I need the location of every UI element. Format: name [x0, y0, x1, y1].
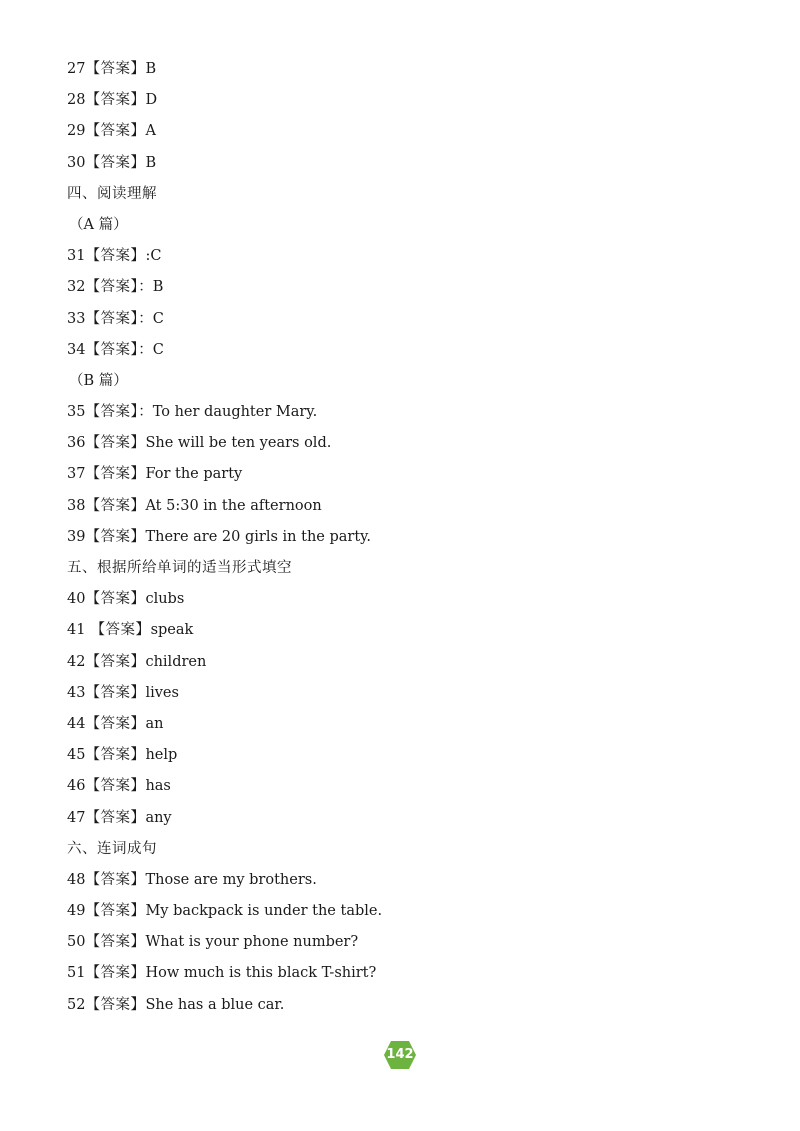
question-number: 45	[67, 747, 86, 764]
answer-text: Those are my brothers.	[145, 871, 317, 888]
answer-text: How much is this black T-shirt?	[145, 965, 377, 982]
answer-text: :C	[145, 248, 162, 265]
answer-line	[67, 743, 747, 774]
question-number: 42	[67, 653, 86, 670]
answer-text: D	[145, 92, 158, 109]
answer-list	[67, 57, 747, 1024]
answer-line	[67, 868, 747, 899]
answer-label: 【答案】	[85, 404, 139, 421]
question-number: 49	[67, 903, 86, 920]
question-number: 30	[67, 154, 86, 171]
answer-line	[67, 930, 747, 961]
question-number: 52	[67, 996, 86, 1013]
answer-text: clubs	[145, 591, 185, 608]
answer-label: 【答案】	[85, 622, 151, 639]
page-number-badge	[383, 1040, 417, 1070]
answer-text: My backpack is under the table.	[145, 903, 383, 920]
answer-text: ：To her daughter Mary.	[138, 404, 318, 421]
answer-line	[67, 618, 747, 649]
answer-label: 【答案】	[85, 61, 146, 77]
question-number: 48	[67, 871, 86, 888]
question-number: 32	[67, 279, 86, 296]
answer-line	[67, 57, 747, 88]
answer-text: ：C	[138, 310, 164, 327]
question-number: 44	[67, 715, 86, 732]
answer-label: 【答案】	[85, 248, 146, 265]
question-number: 46	[67, 778, 86, 795]
answer-line	[67, 151, 747, 182]
answer-text: ：C	[138, 341, 164, 358]
answer-text: ：B	[138, 279, 164, 296]
answer-label: 【答案】	[85, 965, 146, 982]
question-number: 39	[67, 528, 86, 545]
answer-line	[67, 494, 747, 525]
question-number: 43	[67, 684, 86, 701]
answer-line	[67, 307, 747, 338]
question-number: 50	[67, 934, 86, 951]
answer-label: 【答案】	[85, 934, 146, 951]
page-number: 142	[386, 1047, 414, 1062]
answer-label: 【答案】	[85, 279, 139, 296]
question-number: 31	[67, 248, 86, 265]
answer-label: 【答案】	[85, 684, 146, 701]
answer-label: 【答案】	[85, 591, 146, 608]
answer-text: What is your phone number?	[145, 934, 359, 951]
answer-text: children	[145, 653, 207, 670]
question-number: 29	[67, 123, 86, 140]
answer-label: 【答案】	[85, 497, 146, 514]
answer-line	[67, 244, 747, 275]
answer-text: has	[145, 778, 171, 795]
answer-label: 【答案】	[85, 435, 146, 452]
subsection-label: （B 篇）	[69, 372, 128, 389]
answer-line	[67, 681, 747, 712]
question-number: 28	[67, 92, 86, 109]
answer-line	[67, 338, 747, 369]
question-number: 47	[67, 809, 86, 826]
answer-text: lives	[145, 684, 179, 701]
answer-label: 【答案】	[85, 528, 146, 545]
section-heading: 五、根据所给单词的适当形式填空	[67, 560, 292, 576]
answer-text: B	[145, 61, 157, 77]
answer-line	[67, 88, 747, 119]
answer-text: any	[145, 809, 172, 826]
answer-text: At 5:30 in the afternoon	[145, 497, 322, 514]
answer-label: 【答案】	[85, 903, 146, 920]
answer-line	[67, 712, 747, 743]
answer-label: 【答案】	[85, 747, 146, 764]
answer-line	[67, 899, 747, 930]
answer-label: 【答案】	[85, 310, 139, 327]
answer-line	[67, 774, 747, 805]
answer-line	[67, 806, 747, 837]
question-number: 41	[67, 622, 86, 639]
question-number: 27	[67, 61, 86, 77]
answer-label: 【答案】	[85, 996, 146, 1013]
answer-label: 【答案】	[85, 92, 146, 109]
answer-line	[67, 119, 747, 150]
answer-text: an	[145, 715, 164, 732]
answer-line	[67, 961, 747, 992]
answer-text: A	[145, 123, 156, 140]
answer-line	[67, 275, 747, 306]
subsection-label: （A 篇）	[69, 216, 128, 233]
answer-text: She will be ten years old.	[145, 435, 332, 452]
answer-label: 【答案】	[85, 653, 146, 670]
answer-label: 【答案】	[85, 154, 146, 171]
answer-label: 【答案】	[85, 778, 146, 795]
answer-label: 【答案】	[85, 341, 139, 358]
answer-label: 【答案】	[85, 871, 146, 888]
answer-line	[67, 431, 747, 462]
question-number: 35	[67, 404, 86, 421]
answer-line	[67, 587, 747, 618]
answer-label: 【答案】	[85, 715, 146, 732]
answer-text: B	[145, 154, 157, 171]
question-number: 37	[67, 466, 86, 483]
answer-text: For the party	[145, 466, 243, 483]
answer-text: She has a blue car.	[145, 996, 285, 1013]
answer-label: 【答案】	[85, 466, 146, 483]
answer-line	[67, 525, 747, 556]
question-number: 33	[67, 310, 86, 327]
answer-text: speak	[150, 622, 194, 639]
answer-line	[67, 462, 747, 493]
section-heading: 六、连词成句	[67, 840, 157, 857]
question-number: 38	[67, 497, 86, 514]
answer-text: There are 20 girls in the party.	[145, 528, 372, 545]
answer-text: help	[145, 747, 178, 764]
answer-line	[67, 650, 747, 681]
answer-label: 【答案】	[85, 123, 146, 140]
question-number: 36	[67, 435, 86, 452]
answer-line	[67, 993, 747, 1024]
section-heading: 四、阅读理解	[67, 185, 157, 202]
answer-label: 【答案】	[85, 809, 146, 826]
question-number: 34	[67, 341, 86, 358]
question-number: 40	[67, 591, 86, 608]
answer-line	[67, 400, 747, 431]
question-number: 51	[67, 965, 86, 982]
